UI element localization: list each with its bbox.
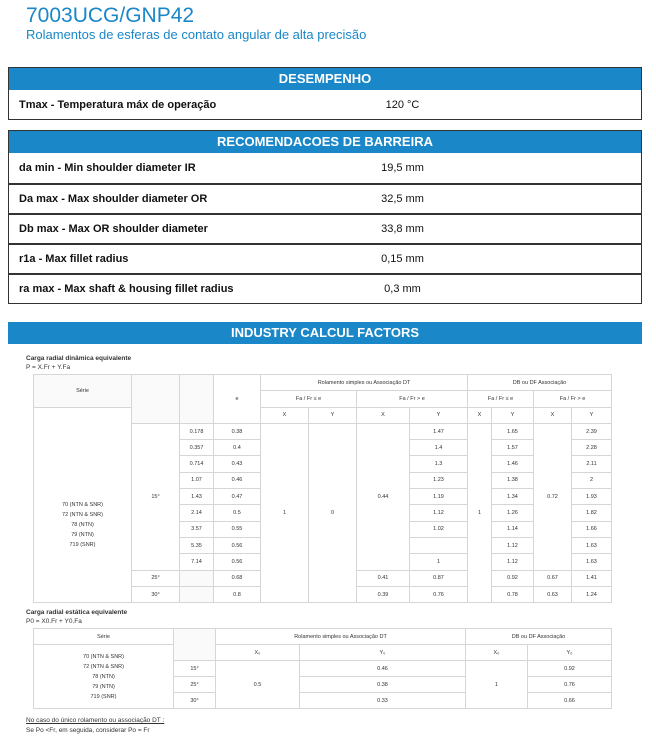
e-cell: 0.5	[214, 505, 261, 521]
single-le-y: 0	[309, 423, 357, 602]
db-gt-y: 1.41	[572, 570, 612, 586]
ratio-cell: 5.35	[180, 537, 214, 553]
dynamic-load-caption: Carga radial dinâmica equivalente	[26, 355, 132, 362]
header-db: DB ou DF Associação	[466, 629, 612, 645]
db-gt-y: 1.66	[572, 521, 612, 537]
header-x: X	[261, 407, 309, 423]
single-gt-y: 1.3	[410, 456, 468, 472]
e-cell: 0.56	[214, 554, 261, 570]
spec-row	[9, 273, 641, 303]
dynamic-factors-table	[33, 374, 612, 603]
ratio-cell: 1.43	[180, 489, 214, 505]
angle-cell: 15°	[132, 423, 180, 570]
ratio-cell: 0.714	[180, 456, 214, 472]
abutment-header: RECOMENDACOES DE BARREIRA	[9, 131, 641, 153]
header-x0: X₀	[216, 645, 300, 661]
db-le-y: 0.92	[492, 570, 534, 586]
e-cell: 0.38	[214, 423, 261, 439]
e-cell: 0.4	[214, 440, 261, 456]
header-y: Y	[492, 407, 534, 423]
single-gt-y: 1	[410, 554, 468, 570]
ratio-cell: 1.07	[180, 472, 214, 488]
product-title: 7003UCG/GNP42	[26, 4, 195, 27]
db-le-y: 1.46	[492, 456, 534, 472]
db-gt-y: 1.63	[572, 554, 612, 570]
e-cell: 0.55	[214, 521, 261, 537]
footnote-rule: Se Po <Fr, em seguida, considerar Po = Fr	[26, 727, 150, 734]
spec-value: 33,8 mm	[381, 223, 424, 235]
spec-label: r1a - Max fillet radius	[19, 253, 129, 265]
e-cell: 0.47	[214, 489, 261, 505]
ratio-cell: 7.14	[180, 554, 214, 570]
db-gt-y: 1.82	[572, 505, 612, 521]
angle-cell: 25°	[174, 677, 216, 693]
e-cell: 0.56	[214, 537, 261, 553]
single-gt-y: 1.19	[410, 489, 468, 505]
series-list: 70 (NTN & SNR) 72 (NTN & SNR) 78 (NTN) 79 (NTN) 719 (SNR)	[34, 407, 132, 603]
single-gt-y: 0.87	[410, 570, 468, 586]
performance-header: DESEMPENHO	[9, 68, 641, 90]
spec-value: 0,15 mm	[381, 253, 424, 265]
spec-label: Db max - Max OR shoulder diameter	[19, 223, 208, 235]
spec-label: Tmax - Temperatura máx de operação	[19, 98, 217, 111]
performance-section	[8, 67, 642, 120]
spec-value: 19,5 mm	[381, 162, 424, 174]
ratio-cell	[180, 570, 214, 586]
spec-label: da min - Min shoulder diameter IR	[19, 162, 196, 174]
spec-value: 32,5 mm	[381, 193, 424, 205]
db-le-y: 1.38	[492, 472, 534, 488]
header-serie: Série	[34, 375, 132, 408]
single-gt-y: 1.02	[410, 521, 468, 537]
spec-row	[9, 213, 641, 243]
single-gt-y: 0.76	[410, 586, 468, 602]
db-gt-y: 1.93	[572, 489, 612, 505]
e-cell: 0.8	[214, 586, 261, 602]
footnote-condition: No caso do único rolamento ou associação DT :	[26, 717, 165, 724]
spec-value: 120 °C	[385, 98, 420, 111]
db-gt-y: 2.39	[572, 423, 612, 439]
spec-label: Da max - Max shoulder diameter OR	[19, 193, 208, 205]
header-single-gt: Fa / Fr > e	[357, 391, 468, 407]
db-gt-y: 1.24	[572, 586, 612, 602]
single-gt-y: 1.4	[410, 440, 468, 456]
abutment-section	[8, 130, 642, 304]
product-subtitle: Rolamentos de esferas de contato angular de alta precisão	[26, 27, 367, 42]
angle-cell: 30°	[174, 693, 216, 709]
db-le-y: 0.78	[492, 586, 534, 602]
header-single-le: Fa / Fr ≤ e	[261, 391, 357, 407]
header-e: e	[214, 375, 261, 424]
single-gt-x: 0.41	[357, 570, 410, 586]
header-db-le: Fa / Fr ≤ e	[468, 391, 534, 407]
ratio-cell: 0.178	[180, 423, 214, 439]
spec-row	[9, 153, 641, 183]
header-x: X	[357, 407, 410, 423]
header-db: DB ou DF Associação	[468, 375, 612, 391]
db-gt-x: 0.72	[534, 423, 572, 570]
header-db-gt: Fa / Fr > e	[534, 391, 612, 407]
ratio-cell: 3.57	[180, 521, 214, 537]
angle-cell: 30°	[132, 586, 180, 602]
e-cell: 0.46	[214, 472, 261, 488]
db-gt-y: 2.28	[572, 440, 612, 456]
db-le-y: 1.12	[492, 537, 534, 553]
static-factors-table	[33, 628, 612, 709]
spec-row	[9, 90, 641, 119]
single-gt-y: 1.23	[410, 472, 468, 488]
single-le-x: 1	[261, 423, 309, 602]
db-y0: 0.66	[528, 693, 612, 709]
single-y0: 0.46	[300, 661, 466, 677]
static-load-formula: P0 = X0.Fr + Y0.Fa	[26, 618, 82, 625]
single-gt-y	[410, 537, 468, 553]
header-single: Rolamento simples ou Associação DT	[261, 375, 468, 391]
db-le-y: 1.65	[492, 423, 534, 439]
header-x: X	[534, 407, 572, 423]
single-x0: 0.5	[216, 661, 300, 709]
db-x0: 1	[466, 661, 528, 709]
spec-value: 0,3 mm	[384, 283, 421, 295]
single-gt-x: 0.44	[357, 423, 410, 570]
db-le-x: 1	[468, 423, 492, 602]
db-le-y: 1.26	[492, 505, 534, 521]
single-gt-y: 1.47	[410, 423, 468, 439]
dynamic-load-formula: P = X.Fr + Y.Fa	[26, 364, 71, 371]
header-y0: Y₀	[528, 645, 612, 661]
header-angle	[174, 629, 216, 661]
single-gt-y: 1.12	[410, 505, 468, 521]
db-le-y: 1.14	[492, 521, 534, 537]
header-single: Rolamento simples ou Associação DT	[216, 629, 466, 645]
header-y: Y	[410, 407, 468, 423]
header-y: Y	[572, 407, 612, 423]
angle-cell: 15°	[174, 661, 216, 677]
db-le-y: 1.57	[492, 440, 534, 456]
db-gt-y: 2.11	[572, 456, 612, 472]
db-gt-x: 0.67	[534, 570, 572, 586]
angle-cell: 25°	[132, 570, 180, 586]
db-gt-x: 0.63	[534, 586, 572, 602]
ratio-cell: 2.14	[180, 505, 214, 521]
ratio-cell: 0.357	[180, 440, 214, 456]
e-cell: 0.43	[214, 456, 261, 472]
header-serie: Série	[34, 629, 174, 645]
header-x: X	[468, 407, 492, 423]
static-load-caption: Carga radial estática equivalente	[26, 609, 128, 616]
industry-header: INDUSTRY CALCUL FACTORS	[8, 322, 642, 344]
ratio-cell	[180, 586, 214, 602]
db-le-y: 1.34	[492, 489, 534, 505]
header-ratio	[180, 375, 214, 424]
spec-row	[9, 183, 641, 213]
single-gt-x: 0.39	[357, 586, 410, 602]
db-y0: 0.92	[528, 661, 612, 677]
single-y0: 0.33	[300, 693, 466, 709]
db-le-y: 1.12	[492, 554, 534, 570]
spec-label: ra max - Max shaft & housing fillet radius	[19, 283, 234, 295]
spec-row	[9, 243, 641, 273]
header-x0: X₀	[466, 645, 528, 661]
db-gt-y: 2	[572, 472, 612, 488]
single-y0: 0.38	[300, 677, 466, 693]
db-y0: 0.76	[528, 677, 612, 693]
header-y0: Y₀	[300, 645, 466, 661]
series-list: 70 (NTN & SNR) 72 (NTN & SNR) 78 (NTN) 79 (NTN) 719 (SNR)	[34, 645, 174, 709]
header-angle	[132, 375, 180, 424]
e-cell: 0.68	[214, 570, 261, 586]
db-gt-y: 1.63	[572, 537, 612, 553]
header-y: Y	[309, 407, 357, 423]
